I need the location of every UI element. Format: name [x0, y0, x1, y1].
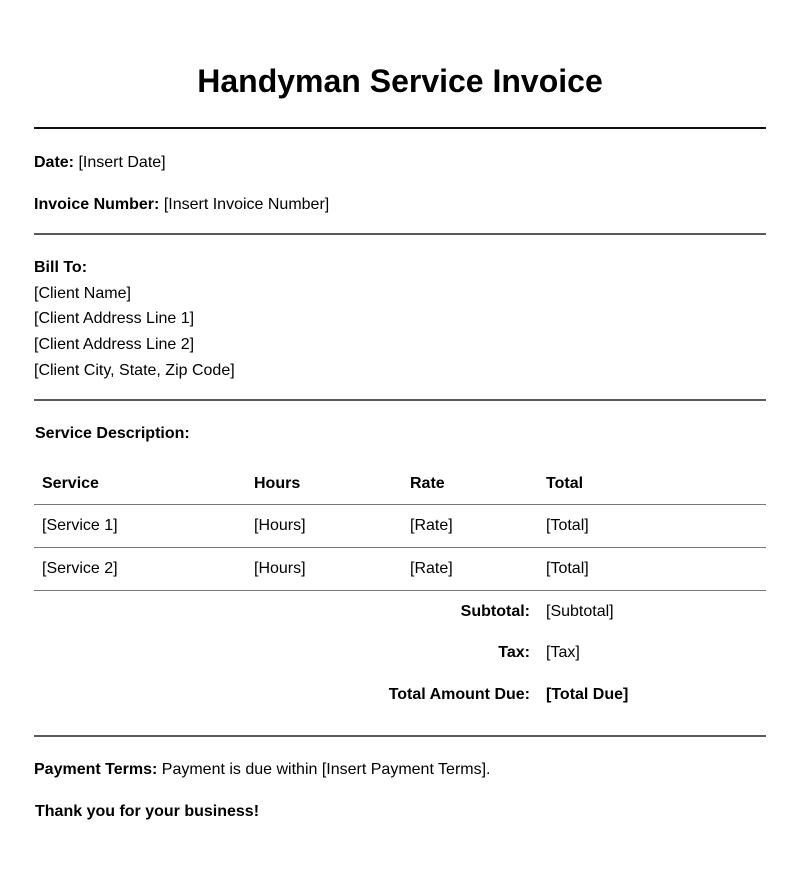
meta-divider	[34, 233, 766, 235]
services-table	[34, 464, 766, 591]
total-due-label: Total Amount Due:	[388, 686, 530, 703]
column-header-total: Total	[546, 475, 584, 492]
bill-to-divider	[34, 399, 766, 401]
tax-value: [Tax]	[546, 644, 580, 661]
table-cell-rate: [Rate]	[410, 548, 546, 591]
payment-terms-label: Payment Terms:	[34, 761, 158, 778]
client-address-line-2: [Client Address Line 2]	[34, 336, 195, 353]
invoice-number-line	[34, 195, 329, 215]
table-cell-hours: [Hours]	[254, 505, 410, 548]
table-row	[34, 505, 766, 548]
column-header-service: Service	[42, 475, 99, 492]
total-due-value: [Total Due]	[546, 686, 629, 703]
client-address-line-1: [Client Address Line 1]	[34, 310, 195, 327]
date-value: [Insert Date]	[78, 154, 166, 171]
column-header-rate: Rate	[410, 475, 445, 492]
subtotal-value: [Subtotal]	[546, 603, 614, 620]
table-row	[34, 548, 766, 591]
column-header-hours: Hours	[254, 475, 301, 492]
invoice-number-label: Invoice Number:	[34, 196, 160, 213]
table-cell-hours: [Hours]	[254, 548, 410, 591]
table-cell-total: [Total]	[546, 505, 766, 548]
client-name: [Client Name]	[34, 285, 131, 302]
table-header-row	[34, 464, 766, 505]
bill-to-label: Bill To:	[34, 259, 88, 276]
table-cell-total: [Total]	[546, 548, 766, 591]
table-cell-service: [Service 2]	[34, 548, 254, 591]
table-cell-rate: [Rate]	[410, 505, 546, 548]
subtotal-label: Subtotal:	[460, 603, 530, 620]
payment-terms-line	[34, 760, 491, 780]
service-description-heading: Service Description:	[35, 425, 190, 442]
tax-label: Tax:	[498, 644, 530, 661]
date-label: Date:	[34, 154, 75, 171]
thank-you-message: Thank you for your business!	[35, 803, 260, 820]
date-line	[34, 153, 166, 173]
title-divider	[34, 127, 766, 129]
payment-terms-text: Payment is due within [Insert Payment Terms].	[161, 761, 491, 778]
invoice-title: Handyman Service Invoice	[197, 63, 603, 99]
client-city-state-zip: [Client City, State, Zip Code]	[34, 362, 235, 379]
table-cell-service: [Service 1]	[34, 505, 254, 548]
invoice-number-value: [Insert Invoice Number]	[163, 196, 330, 213]
totals-divider	[34, 735, 766, 737]
